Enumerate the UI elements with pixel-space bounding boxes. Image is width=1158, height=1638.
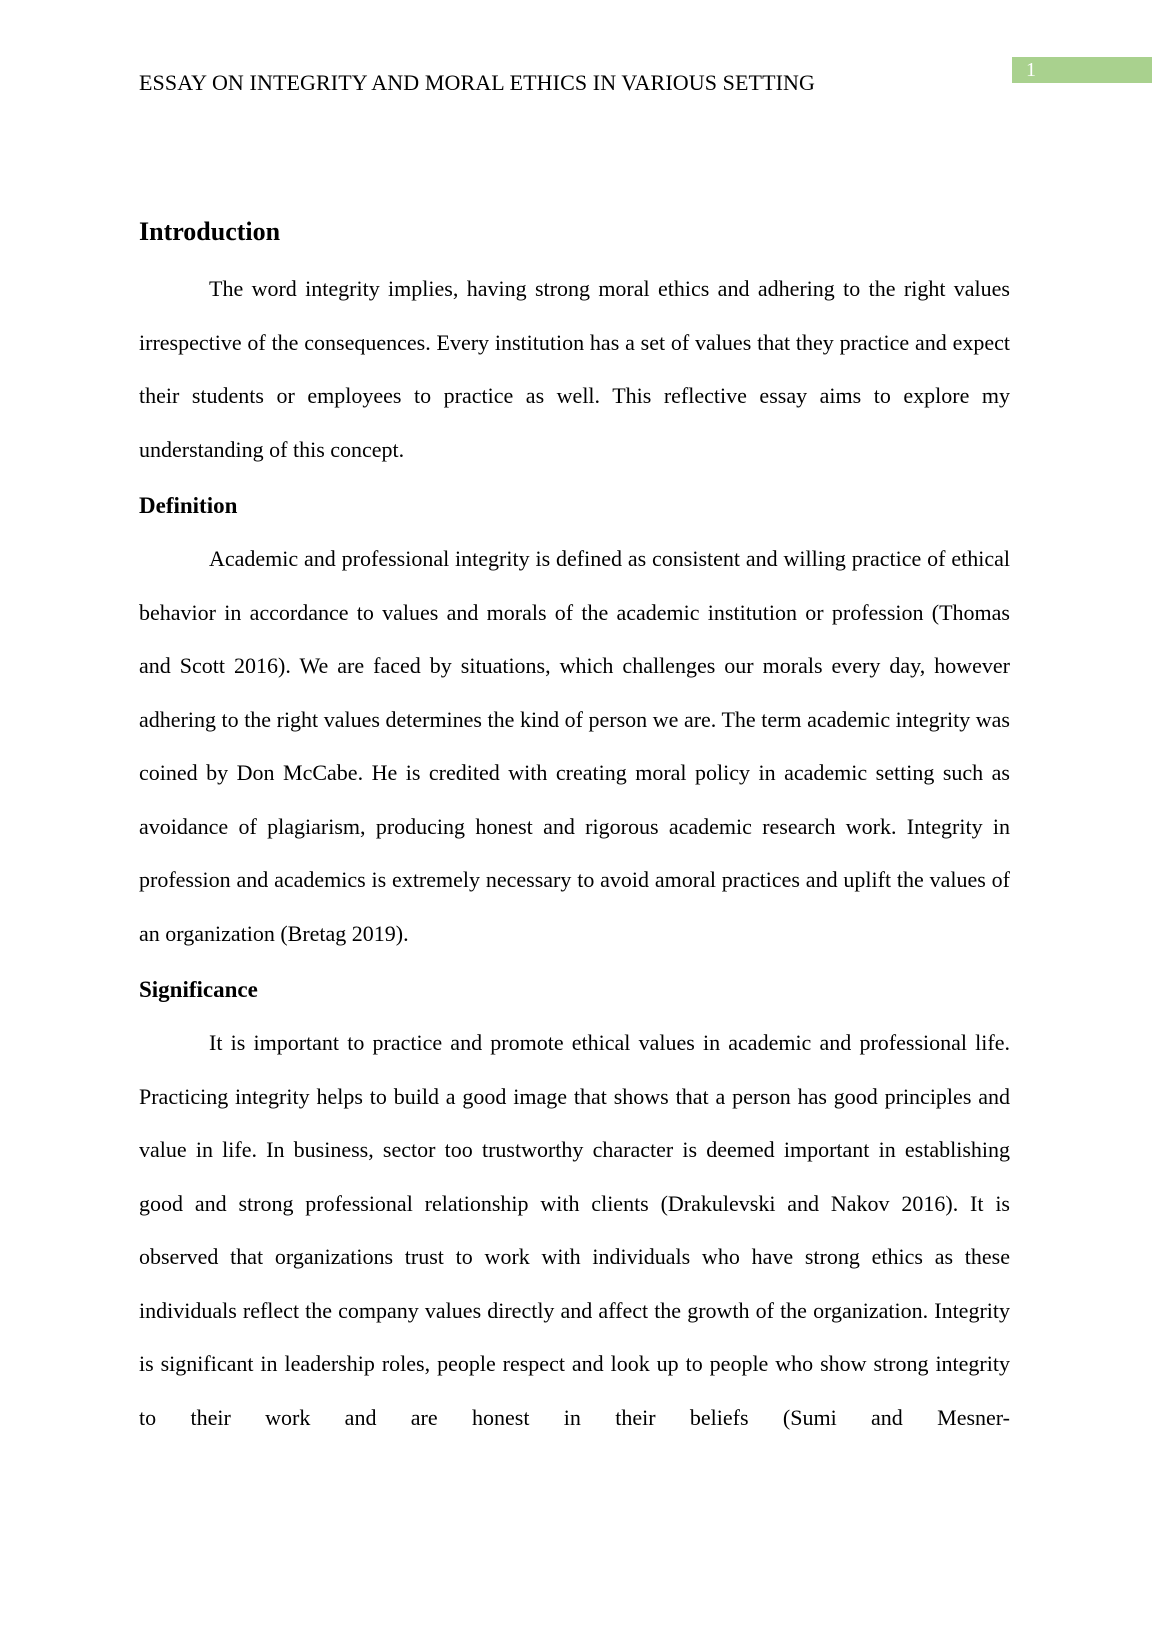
page-number: 1 (1012, 57, 1152, 83)
significance-paragraph: It is important to practice and promote ethical values in academic and professional life. Practicing integrity helps to build a good image that shows that a person has good principles and value in life. In business, sector too trustworthy character is deemed important in establishing good and strong professional relationship with clients (Drakulevski and Nakov 2016). It is observed that organizations trust to work with individuals who have strong ethics as these individuals reflect the company values directly and affect the growth of the organization. Integrity is significant in leadership roles, people respect and look up to people who show strong integrity to their work and are honest in their beliefs (Sumi and Mesner- (139, 1030, 1010, 1430)
definition-paragraph: Academic and professional integrity is defined as consistent and willing practice of ethical behavior in accordance to values and morals of the academic institution or profession (Thomas and Scott 2016). We are faced by situations, which challenges our morals every day, however adhering to the right values determines the kind of person we are. The term academic integrity was coined by Don McCabe. He is credited with creating moral policy in academic setting such as avoidance of plagiarism, producing honest and rigorous academic research work. Integrity in profession and academics is extremely necessary to avoid amoral practices and uplift the values of an organization (Bretag 2019). (139, 546, 1010, 946)
definition-heading: Definition (139, 493, 238, 518)
introduction-paragraph: The word integrity implies, having strong moral ethics and adhering to the right values irrespective of the consequences. Every institution has a set of values that they practice and expect their students or employees to practice as well. This reflective essay aims to explore my understanding of this concept. (139, 276, 1010, 462)
document-body (139, 212, 1010, 1444)
introduction-heading: Introduction (139, 217, 281, 246)
significance-heading: Significance (139, 977, 258, 1002)
running-head-title: ESSAY ON INTEGRITY AND MORAL ETHICS IN VARIOUS SETTING (139, 70, 816, 95)
